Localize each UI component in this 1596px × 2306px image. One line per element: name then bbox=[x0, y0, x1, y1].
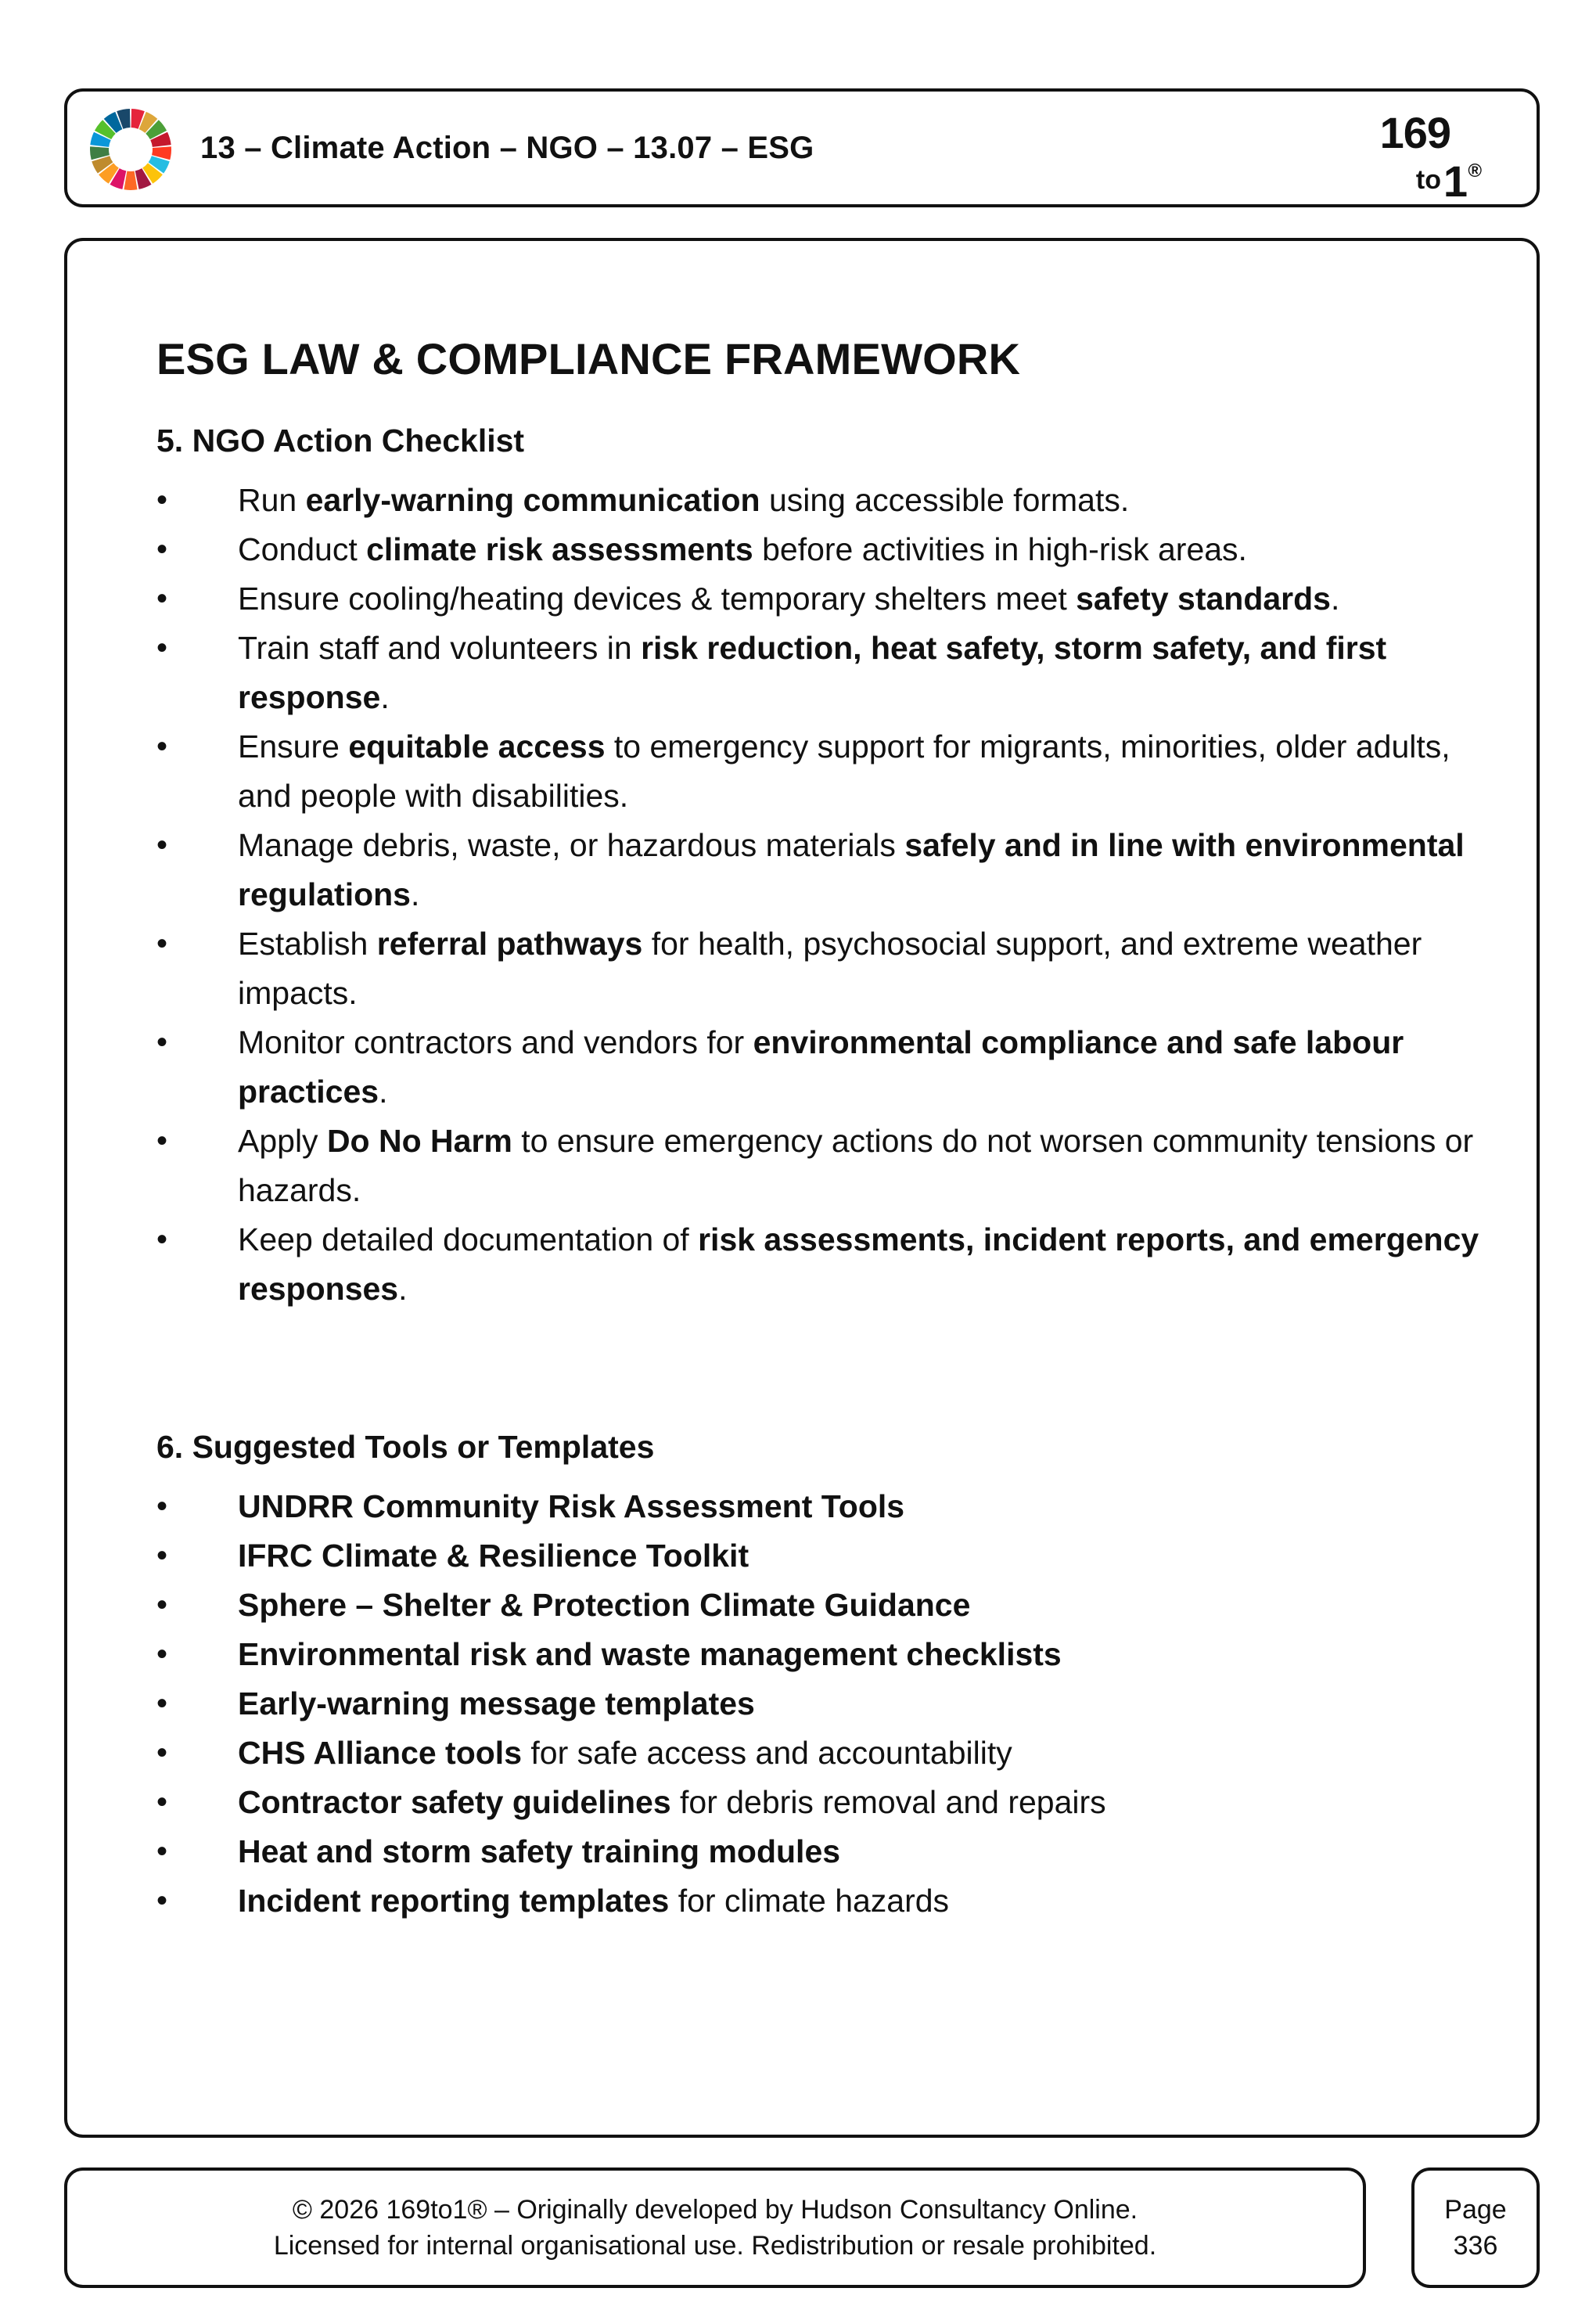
text: for health, psychosocial support, and extreme weather impacts. bbox=[238, 926, 1422, 1011]
text: for debris removal and repairs bbox=[670, 1784, 1106, 1820]
brand-one: 1 bbox=[1443, 156, 1468, 206]
checklist-item bbox=[156, 624, 1502, 722]
brand-number: 169 bbox=[1379, 108, 1450, 157]
tool-item bbox=[156, 1679, 1502, 1729]
sdg-wheel-logo bbox=[89, 108, 172, 191]
bullet-icon: • bbox=[156, 483, 168, 517]
bold-text: safety standards bbox=[1076, 581, 1331, 617]
checklist-item bbox=[156, 722, 1502, 821]
brand-to: to bbox=[1415, 165, 1441, 195]
bullet-icon: • bbox=[156, 1834, 168, 1869]
checklist-item bbox=[156, 1117, 1502, 1215]
header-title: 13 – Climate Action – NGO – 13.07 – ESG bbox=[200, 131, 814, 165]
bullet-icon: • bbox=[156, 1025, 168, 1059]
bold-text: CHS Alliance tools bbox=[238, 1735, 522, 1771]
bullet-icon: • bbox=[156, 828, 168, 862]
bold-text: early-warning communication bbox=[305, 482, 760, 518]
bullet-icon: • bbox=[156, 1736, 168, 1770]
document-title: ESG LAW & COMPLIANCE FRAMEWORK bbox=[156, 334, 1021, 383]
text: Ensure cooling/heating devices & temporary shelters meet bbox=[238, 581, 1077, 617]
checklist-item bbox=[156, 476, 1502, 525]
text: before activities in high-risk areas. bbox=[753, 531, 1247, 567]
bold-text: Contractor safety guidelines bbox=[238, 1784, 671, 1820]
bullet-icon: • bbox=[156, 1785, 168, 1819]
text: using accessible formats. bbox=[760, 482, 1130, 518]
text: Train staff and volunteers in bbox=[238, 630, 642, 666]
bullet-icon: • bbox=[156, 729, 168, 764]
tool-item bbox=[156, 1581, 1502, 1630]
section-5-heading: 5. NGO Action Checklist bbox=[156, 423, 525, 459]
bold-text: referral pathways bbox=[376, 926, 643, 962]
bold-text: Do No Harm bbox=[326, 1123, 512, 1159]
page-number: 336 bbox=[1453, 2231, 1498, 2261]
bullet-icon: • bbox=[156, 1489, 168, 1524]
bold-text: UNDRR Community Risk Assessment Tools bbox=[238, 1488, 905, 1524]
checklist-item bbox=[156, 1215, 1502, 1314]
text: Apply bbox=[238, 1123, 327, 1159]
text: . bbox=[398, 1271, 408, 1307]
bullet-icon: • bbox=[156, 581, 168, 616]
bold-text: Heat and storm safety training modules bbox=[238, 1833, 841, 1869]
text: Manage debris, waste, or hazardous materials bbox=[238, 827, 905, 863]
text: . bbox=[1330, 581, 1340, 617]
footer-copyright bbox=[64, 2167, 1366, 2288]
bullet-icon: • bbox=[156, 1124, 168, 1158]
ngo-action-checklist bbox=[156, 476, 1502, 1314]
tool-item bbox=[156, 1630, 1502, 1679]
suggested-tools-list bbox=[156, 1482, 1502, 1926]
checklist-item bbox=[156, 525, 1502, 574]
section-6-heading: 6. Suggested Tools or Templates bbox=[156, 1429, 655, 1465]
bullet-icon: • bbox=[156, 532, 168, 567]
text: . bbox=[380, 679, 390, 715]
tool-item bbox=[156, 1827, 1502, 1876]
bullet-icon: • bbox=[156, 1637, 168, 1671]
text: for climate hazards bbox=[669, 1883, 950, 1919]
bold-text: Incident reporting templates bbox=[238, 1883, 670, 1919]
text: Establish bbox=[238, 926, 377, 962]
brand-mark bbox=[1372, 99, 1482, 206]
text: to ensure emergency actions do not worsen community tensions or hazards. bbox=[238, 1123, 1474, 1208]
bullet-icon: • bbox=[156, 1538, 168, 1573]
logo-segment bbox=[124, 171, 137, 190]
text: for safe access and accountability bbox=[522, 1735, 1012, 1771]
text: Monitor contractors and vendors for bbox=[238, 1024, 753, 1060]
bold-text: Early-warning message templates bbox=[238, 1685, 755, 1721]
bullet-icon: • bbox=[156, 631, 168, 665]
text: Keep detailed documentation of bbox=[238, 1221, 699, 1257]
checklist-item bbox=[156, 821, 1502, 919]
checklist-item bbox=[156, 574, 1502, 624]
tool-item bbox=[156, 1482, 1502, 1531]
bullet-icon: • bbox=[156, 1588, 168, 1622]
bold-text: Environmental risk and waste management checklists bbox=[238, 1636, 1062, 1672]
header-bar bbox=[64, 88, 1540, 207]
bullet-icon: • bbox=[156, 1222, 168, 1257]
page-number-box bbox=[1411, 2167, 1540, 2288]
checklist-item bbox=[156, 1018, 1502, 1117]
bold-text: safely and in line with environmental regulations bbox=[238, 827, 1465, 912]
bold-text: equitable access bbox=[348, 728, 606, 764]
bold-text: climate risk assessments bbox=[366, 531, 753, 567]
bold-text: IFRC Climate & Resilience Toolkit bbox=[238, 1538, 749, 1574]
checklist-item bbox=[156, 919, 1502, 1018]
tool-item bbox=[156, 1531, 1502, 1581]
footer-line-2: Licensed for internal organisational use. Redistribution or resale prohibited. bbox=[273, 2231, 1157, 2261]
bold-text: risk assessments, incident reports, and emergency responses bbox=[238, 1221, 1479, 1307]
page-label: Page bbox=[1444, 2195, 1507, 2225]
text: to emergency support for migrants, minorities, older adults, and people with disabilities. bbox=[238, 728, 1450, 814]
text: . bbox=[379, 1074, 388, 1110]
content-panel bbox=[64, 238, 1540, 2138]
text: Conduct bbox=[238, 531, 367, 567]
bullet-icon: • bbox=[156, 1883, 168, 1918]
bold-text: Sphere – Shelter & Protection Climate Guidance bbox=[238, 1587, 971, 1623]
text: . bbox=[410, 876, 420, 912]
bold-text: risk reduction, heat safety, storm safety, and first response bbox=[238, 630, 1387, 715]
tool-item bbox=[156, 1876, 1502, 1926]
text: Ensure bbox=[238, 728, 349, 764]
bold-text: environmental compliance and safe labour practices bbox=[238, 1024, 1404, 1110]
bullet-icon: • bbox=[156, 926, 168, 961]
brand-registered-mark: ® bbox=[1468, 160, 1482, 182]
bullet-icon: • bbox=[156, 1686, 168, 1721]
text: Run bbox=[238, 482, 306, 518]
tool-item bbox=[156, 1778, 1502, 1827]
footer-line-1: © 2026 169to1® – Originally developed by Hudson Consultancy Online. bbox=[292, 2195, 1138, 2225]
tool-item bbox=[156, 1729, 1502, 1778]
